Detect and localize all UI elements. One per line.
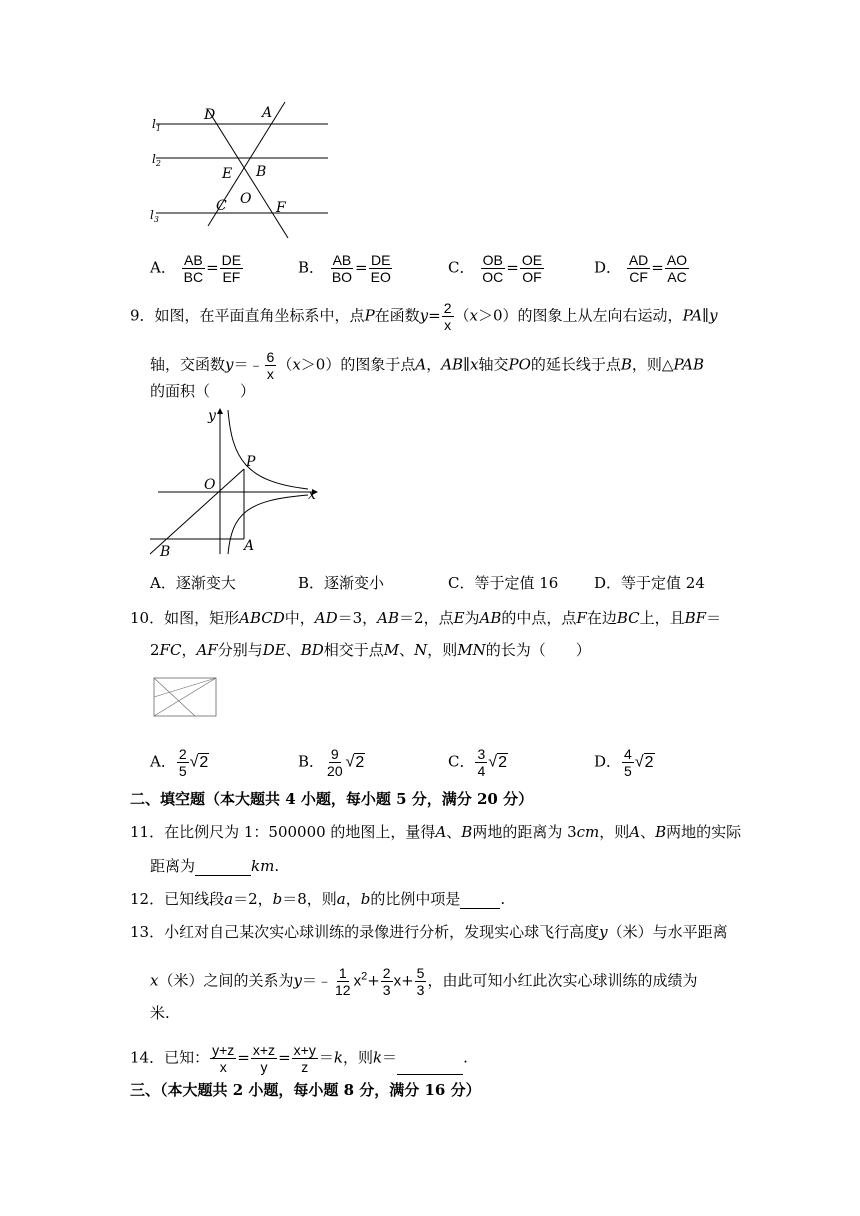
q10-line-1: 10．如图，矩形ABCD中，AD＝3，AB＝2，点E为AB的中点，点F在边BC上，且BF＝ [130, 609, 722, 627]
q8-option-c[interactable]: C． $\frac{OB}{OC}$ = $\frac{OE}{OF}$ [448, 252, 543, 285]
q13-line-2: x（米）之间的关系为y＝﹣ $\frac{1}{12}$ $x^2+$ $\frac{2}{3}$ x+ $\frac{5}{3}$ ，由此可知小红此次实心球训练的成绩为 [150, 965, 698, 998]
q12-line: 12．已知线段a＝2，b＝8，则a，b的比例中项是 . [130, 890, 506, 908]
section-2-title: 二、填空题（本大题共 4 小题，每小题 5 分，满分 20 分） [130, 790, 534, 808]
q13-line-1: 13．小红对自己某次实心球训练的录像进行分析，发现实心球飞行高度y（米）与水平距离 [130, 923, 728, 941]
q10-line-2: 2FC，AF分别与DE、BD相交于点M、N，则MN的长为（ ） [150, 641, 591, 659]
label-O: O [240, 191, 252, 207]
q9-line-1: 9．如图，在平面直角坐标系中，点P在函数y= $\frac{2}{x}$ （x＞0）的图象上从左向右运动，PA∥y [130, 300, 718, 333]
fig9-label-x: x [308, 487, 316, 503]
q9-option-d[interactable]: D．等于定值 24 [594, 574, 705, 592]
label-B: B [256, 164, 267, 180]
fig9-label-A: A [244, 538, 255, 554]
label-C: C [216, 198, 227, 214]
q8-option-d[interactable]: D． $\frac{AD}{CF}$ = $\frac{AO}{AC}$ [594, 252, 688, 285]
q9-line-3: 的面积（ ） [150, 382, 256, 400]
label-l3: $l_3$ [150, 208, 159, 224]
fig9-label-P: P [246, 454, 256, 470]
q8-option-a[interactable]: A． $\frac{AB}{BC}$ = $\frac{DE}{EF}$ [150, 252, 242, 285]
fig9-label-y: y [208, 408, 216, 424]
q11-line-1: 11．在比例尺为 1：500000 的地图上，量得A、B两地的距离为 3cm，则A、B两地的实际 [130, 823, 742, 841]
q9-option-b[interactable]: B．逐渐变小 [298, 574, 385, 592]
q10-option-b[interactable]: B． $\frac{9}{20}$ √2 [298, 746, 365, 779]
fig9-label-B: B [160, 544, 171, 560]
q9-option-c[interactable]: C．等于定值 16 [448, 574, 559, 592]
q14-line: 14．已知： $\frac{y+z}{x}$ = $\frac{x+z}{y}$ = $\frac{x+y}{z}$ ＝k，则k＝ . [130, 1042, 468, 1075]
q10-option-a[interactable]: A． $\frac{2}{5}$ √2 [150, 746, 209, 779]
label-l2: $l_2$ [152, 152, 161, 168]
label-F: F [276, 200, 286, 216]
q11-answer-blank[interactable] [195, 859, 251, 876]
figure-rectangle [146, 672, 224, 724]
fig9-label-O: O [204, 477, 216, 493]
label-l1: $l_1$ [152, 117, 161, 133]
q14-answer-blank[interactable] [397, 1058, 463, 1075]
figure-hyperbola [146, 404, 322, 560]
q9-line-2: 轴，交函数y＝﹣ $\frac{6}{x}$ （x＞0）的图象于点A，AB∥x轴交PO的延长线于点B，则△PAB [150, 349, 705, 382]
q10-option-c[interactable]: C． $\frac{3}{4}$ √2 [448, 746, 507, 779]
q11-line-2: 距离为 km. [150, 857, 280, 875]
label-A: A [262, 105, 273, 121]
q8-option-b[interactable]: B． $\frac{AB}{BO}$ = $\frac{DE}{EO}$ [298, 252, 391, 285]
section-3-title: 三、（本大题共 2 小题，每小题 8 分，满分 16 分） [130, 1081, 481, 1099]
label-D: D [204, 107, 216, 123]
q12-answer-blank[interactable] [460, 892, 500, 909]
label-E: E [222, 166, 233, 182]
figure-parallel-lines [140, 100, 340, 240]
q10-option-d[interactable]: D． $\frac{4}{5}$ √2 [594, 746, 654, 779]
q9-option-a[interactable]: A．逐渐变大 [150, 574, 236, 592]
q13-line-3: 米. [150, 1004, 170, 1022]
